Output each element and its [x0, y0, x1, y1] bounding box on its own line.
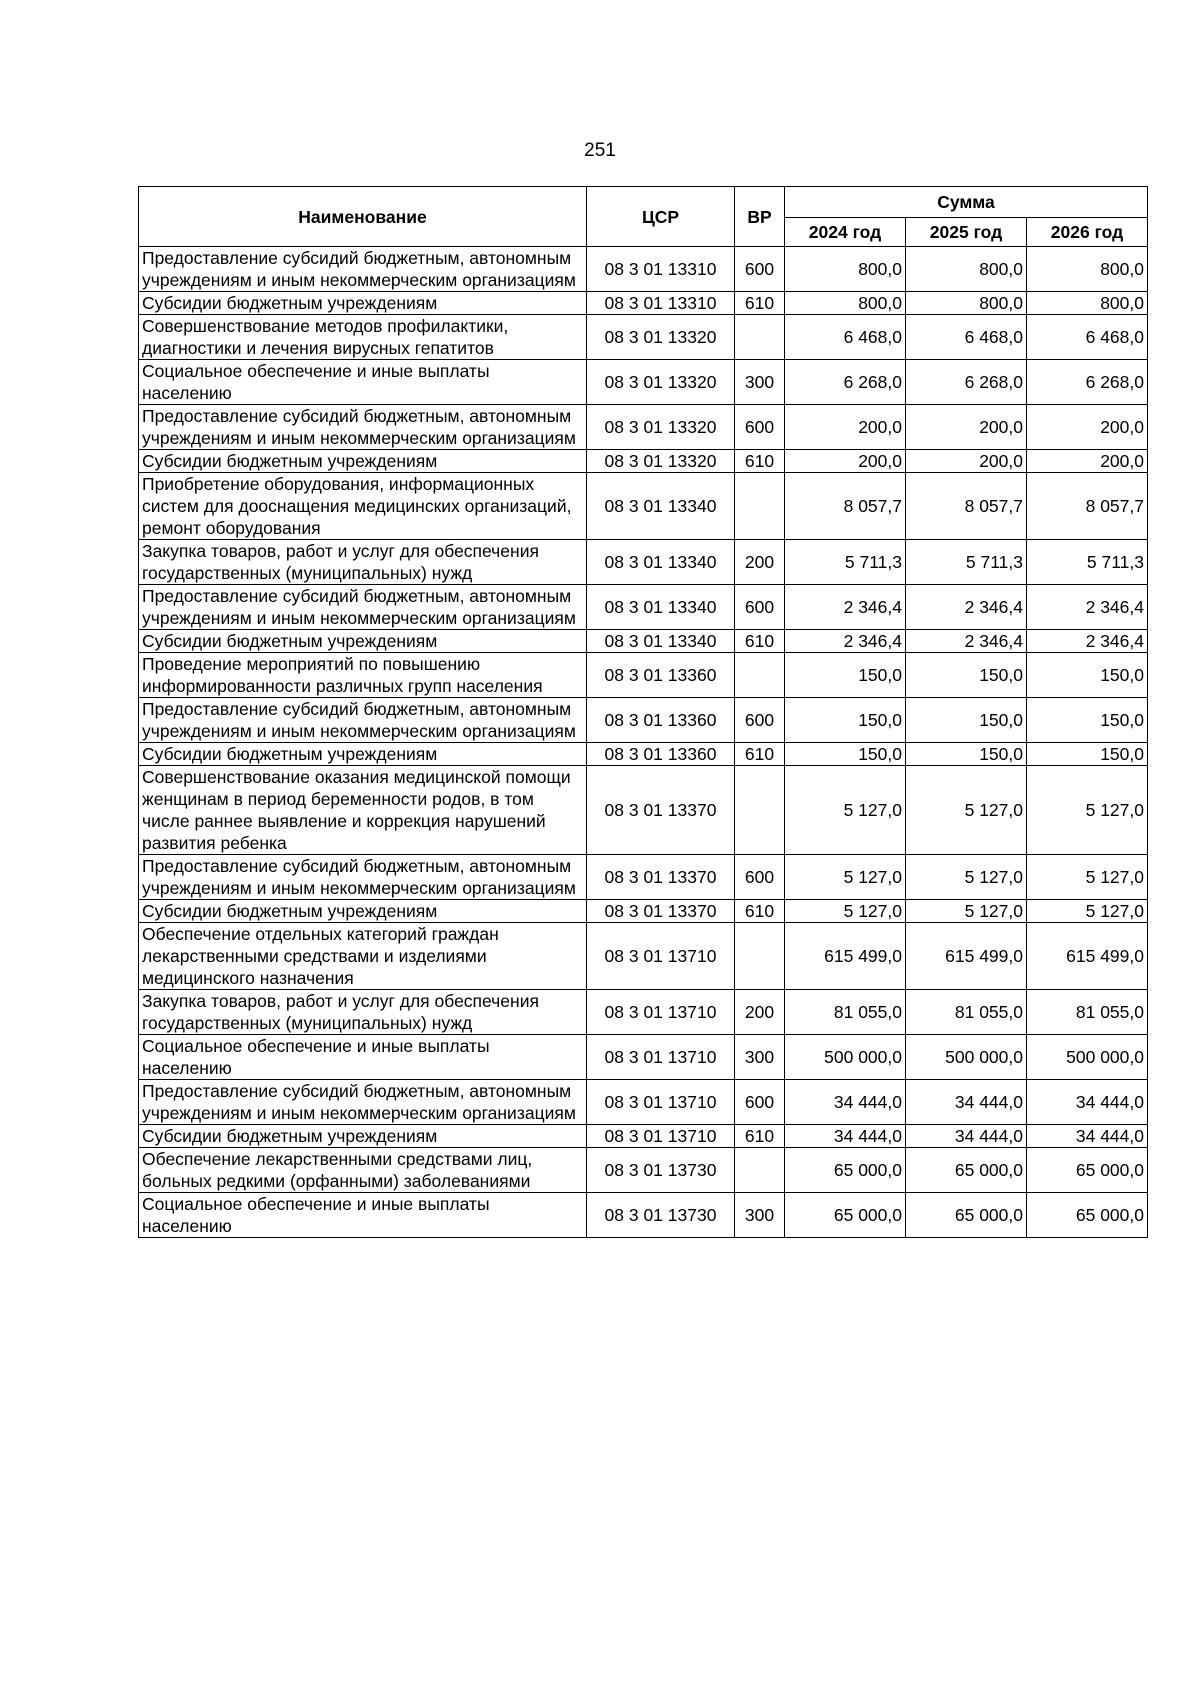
- row-amount-2026: 150,0: [1027, 698, 1148, 743]
- header-vr: ВР: [735, 187, 785, 247]
- row-amount-2025: 65 000,0: [906, 1148, 1027, 1193]
- row-name: Социальное обеспечение и иные выплаты населению: [139, 360, 587, 405]
- row-csr: 08 3 01 13340: [587, 473, 735, 540]
- row-name: Совершенствование оказания медицинской помощи женщинам в период беременности родов, в том числе раннее выявление и коррекция нарушений развития ребенка: [139, 766, 587, 855]
- row-csr: 08 3 01 13360: [587, 653, 735, 698]
- header-name: Наименование: [139, 187, 587, 247]
- table-row: [139, 900, 1148, 923]
- row-csr: 08 3 01 13370: [587, 766, 735, 855]
- row-csr: 08 3 01 13340: [587, 540, 735, 585]
- row-amount-2025: 200,0: [906, 450, 1027, 473]
- row-vr: 600: [735, 585, 785, 630]
- row-csr: 08 3 01 13310: [587, 247, 735, 292]
- row-vr: 610: [735, 630, 785, 653]
- row-name: Субсидии бюджетным учреждениям: [139, 450, 587, 473]
- table-row: [139, 247, 1148, 292]
- row-amount-2024: 5 127,0: [785, 766, 906, 855]
- row-amount-2025: 6 268,0: [906, 360, 1027, 405]
- row-amount-2024: 200,0: [785, 405, 906, 450]
- row-amount-2024: 800,0: [785, 292, 906, 315]
- row-name: Социальное обеспечение и иные выплаты населению: [139, 1193, 587, 1238]
- table-body: [139, 247, 1148, 1238]
- row-name: Закупка товаров, работ и услуг для обеспечения государственных (муниципальных) нужд: [139, 990, 587, 1035]
- page-number: 251: [584, 140, 616, 161]
- row-csr: 08 3 01 13340: [587, 585, 735, 630]
- header-year-2024: 2024 год: [785, 218, 906, 247]
- row-vr: 600: [735, 855, 785, 900]
- row-vr: 600: [735, 247, 785, 292]
- row-amount-2026: 5 711,3: [1027, 540, 1148, 585]
- row-csr: 08 3 01 13320: [587, 360, 735, 405]
- row-amount-2024: 5 127,0: [785, 900, 906, 923]
- row-name: Предоставление субсидий бюджетным, автономным учреждениям и иным некоммерческим организациям: [139, 1080, 587, 1125]
- row-amount-2025: 150,0: [906, 653, 1027, 698]
- row-name: Обеспечение лекарственными средствами лиц, больных редкими (орфанными) заболеваниями: [139, 1148, 587, 1193]
- row-amount-2025: 6 468,0: [906, 315, 1027, 360]
- table-row: [139, 360, 1148, 405]
- row-amount-2024: 500 000,0: [785, 1035, 906, 1080]
- row-amount-2025: 500 000,0: [906, 1035, 1027, 1080]
- row-vr: 300: [735, 1193, 785, 1238]
- row-amount-2025: 81 055,0: [906, 990, 1027, 1035]
- row-name: Совершенствование методов профилактики, диагностики и лечения вирусных гепатитов: [139, 315, 587, 360]
- row-amount-2025: 615 499,0: [906, 923, 1027, 990]
- row-amount-2024: 34 444,0: [785, 1125, 906, 1148]
- row-amount-2025: 150,0: [906, 743, 1027, 766]
- row-vr: 200: [735, 540, 785, 585]
- row-vr: 600: [735, 698, 785, 743]
- row-csr: 08 3 01 13360: [587, 743, 735, 766]
- table-row: [139, 630, 1148, 653]
- table-row: [139, 292, 1148, 315]
- row-vr: 300: [735, 360, 785, 405]
- table-row: [139, 855, 1148, 900]
- header-year-2026: 2026 год: [1027, 218, 1148, 247]
- row-vr: [735, 766, 785, 855]
- row-amount-2024: 6 268,0: [785, 360, 906, 405]
- row-csr: 08 3 01 13710: [587, 1035, 735, 1080]
- row-amount-2024: 150,0: [785, 653, 906, 698]
- table-row: [139, 1193, 1148, 1238]
- row-name: Субсидии бюджетным учреждениям: [139, 1125, 587, 1148]
- row-name: Субсидии бюджетным учреждениям: [139, 743, 587, 766]
- row-amount-2024: 81 055,0: [785, 990, 906, 1035]
- row-vr: 610: [735, 900, 785, 923]
- row-name: Предоставление субсидий бюджетным, автономным учреждениям и иным некоммерческим организациям: [139, 585, 587, 630]
- row-csr: 08 3 01 13370: [587, 855, 735, 900]
- table-row: [139, 1080, 1148, 1125]
- row-csr: 08 3 01 13320: [587, 405, 735, 450]
- row-name: Проведение мероприятий по повышению информированности различных групп населения: [139, 653, 587, 698]
- row-vr: 600: [735, 405, 785, 450]
- row-amount-2024: 65 000,0: [785, 1148, 906, 1193]
- table-row: [139, 540, 1148, 585]
- row-amount-2025: 34 444,0: [906, 1080, 1027, 1125]
- table-row: [139, 585, 1148, 630]
- row-amount-2026: 200,0: [1027, 450, 1148, 473]
- row-amount-2024: 615 499,0: [785, 923, 906, 990]
- row-vr: [735, 1148, 785, 1193]
- row-name: Приобретение оборудования, информационных систем для дооснащения медицинских организаций, ремонт оборудования: [139, 473, 587, 540]
- row-amount-2026: 800,0: [1027, 292, 1148, 315]
- row-amount-2026: 6 468,0: [1027, 315, 1148, 360]
- row-name: Предоставление субсидий бюджетным, автономным учреждениям и иным некоммерческим организациям: [139, 247, 587, 292]
- row-name: Социальное обеспечение и иные выплаты населению: [139, 1035, 587, 1080]
- row-amount-2024: 2 346,4: [785, 585, 906, 630]
- row-vr: 610: [735, 743, 785, 766]
- row-amount-2025: 34 444,0: [906, 1125, 1027, 1148]
- row-name: Обеспечение отдельных категорий граждан лекарственными средствами и изделиями медицинского назначения: [139, 923, 587, 990]
- row-csr: 08 3 01 13730: [587, 1193, 735, 1238]
- row-name: Закупка товаров, работ и услуг для обеспечения государственных (муниципальных) нужд: [139, 540, 587, 585]
- table-row: [139, 653, 1148, 698]
- row-csr: 08 3 01 13710: [587, 1080, 735, 1125]
- table-row: [139, 698, 1148, 743]
- row-csr: 08 3 01 13310: [587, 292, 735, 315]
- row-vr: 600: [735, 1080, 785, 1125]
- row-vr: 300: [735, 1035, 785, 1080]
- row-amount-2026: 5 127,0: [1027, 855, 1148, 900]
- row-vr: 200: [735, 990, 785, 1035]
- row-amount-2024: 65 000,0: [785, 1193, 906, 1238]
- row-amount-2025: 5 127,0: [906, 900, 1027, 923]
- table-row: [139, 450, 1148, 473]
- row-amount-2026: 34 444,0: [1027, 1080, 1148, 1125]
- row-vr: [735, 315, 785, 360]
- header-csr: ЦСР: [587, 187, 735, 247]
- row-amount-2024: 6 468,0: [785, 315, 906, 360]
- row-amount-2024: 34 444,0: [785, 1080, 906, 1125]
- table-row: [139, 923, 1148, 990]
- row-amount-2025: 800,0: [906, 292, 1027, 315]
- row-amount-2026: 200,0: [1027, 405, 1148, 450]
- row-amount-2024: 2 346,4: [785, 630, 906, 653]
- row-name: Предоставление субсидий бюджетным, автономным учреждениям и иным некоммерческим организациям: [139, 698, 587, 743]
- row-csr: 08 3 01 13710: [587, 1125, 735, 1148]
- row-amount-2026: 500 000,0: [1027, 1035, 1148, 1080]
- row-amount-2025: 2 346,4: [906, 630, 1027, 653]
- row-vr: 610: [735, 450, 785, 473]
- row-amount-2024: 150,0: [785, 698, 906, 743]
- row-amount-2025: 2 346,4: [906, 585, 1027, 630]
- table-row: [139, 1148, 1148, 1193]
- row-amount-2025: 5 127,0: [906, 766, 1027, 855]
- header-sum: Сумма: [785, 187, 1148, 218]
- row-amount-2025: 8 057,7: [906, 473, 1027, 540]
- row-amount-2026: 615 499,0: [1027, 923, 1148, 990]
- row-amount-2024: 8 057,7: [785, 473, 906, 540]
- row-name: Предоставление субсидий бюджетным, автономным учреждениям и иным некоммерческим организациям: [139, 855, 587, 900]
- row-amount-2026: 65 000,0: [1027, 1193, 1148, 1238]
- row-amount-2024: 5 711,3: [785, 540, 906, 585]
- budget-table: [138, 186, 1148, 1238]
- table-row: [139, 766, 1148, 855]
- row-amount-2026: 65 000,0: [1027, 1148, 1148, 1193]
- row-vr: 610: [735, 292, 785, 315]
- row-amount-2026: 150,0: [1027, 743, 1148, 766]
- table-row: [139, 990, 1148, 1035]
- table-row: [139, 743, 1148, 766]
- table-row: [139, 1035, 1148, 1080]
- row-amount-2024: 150,0: [785, 743, 906, 766]
- row-csr: 08 3 01 13340: [587, 630, 735, 653]
- row-name: Предоставление субсидий бюджетным, автономным учреждениям и иным некоммерческим организациям: [139, 405, 587, 450]
- row-amount-2026: 81 055,0: [1027, 990, 1148, 1035]
- row-amount-2026: 2 346,4: [1027, 585, 1148, 630]
- row-name: Субсидии бюджетным учреждениям: [139, 292, 587, 315]
- table-row: [139, 473, 1148, 540]
- row-amount-2025: 5 711,3: [906, 540, 1027, 585]
- row-csr: 08 3 01 13370: [587, 900, 735, 923]
- row-amount-2026: 5 127,0: [1027, 900, 1148, 923]
- row-amount-2026: 800,0: [1027, 247, 1148, 292]
- table-header: [139, 187, 1148, 247]
- row-csr: 08 3 01 13360: [587, 698, 735, 743]
- row-csr: 08 3 01 13710: [587, 990, 735, 1035]
- row-amount-2025: 5 127,0: [906, 855, 1027, 900]
- row-amount-2025: 800,0: [906, 247, 1027, 292]
- row-csr: 08 3 01 13710: [587, 923, 735, 990]
- table-row: [139, 1125, 1148, 1148]
- row-vr: [735, 473, 785, 540]
- header-year-2025: 2025 год: [906, 218, 1027, 247]
- row-amount-2025: 150,0: [906, 698, 1027, 743]
- row-csr: 08 3 01 13320: [587, 450, 735, 473]
- row-name: Субсидии бюджетным учреждениям: [139, 900, 587, 923]
- row-vr: [735, 923, 785, 990]
- row-vr: 610: [735, 1125, 785, 1148]
- row-amount-2026: 6 268,0: [1027, 360, 1148, 405]
- row-amount-2024: 5 127,0: [785, 855, 906, 900]
- row-amount-2025: 65 000,0: [906, 1193, 1027, 1238]
- row-name: Субсидии бюджетным учреждениям: [139, 630, 587, 653]
- row-csr: 08 3 01 13320: [587, 315, 735, 360]
- row-amount-2025: 200,0: [906, 405, 1027, 450]
- row-amount-2026: 8 057,7: [1027, 473, 1148, 540]
- row-vr: [735, 653, 785, 698]
- row-amount-2024: 800,0: [785, 247, 906, 292]
- row-amount-2024: 200,0: [785, 450, 906, 473]
- row-amount-2026: 150,0: [1027, 653, 1148, 698]
- table-row: [139, 405, 1148, 450]
- row-amount-2026: 2 346,4: [1027, 630, 1148, 653]
- row-csr: 08 3 01 13730: [587, 1148, 735, 1193]
- row-amount-2026: 34 444,0: [1027, 1125, 1148, 1148]
- row-amount-2026: 5 127,0: [1027, 766, 1148, 855]
- table-row: [139, 315, 1148, 360]
